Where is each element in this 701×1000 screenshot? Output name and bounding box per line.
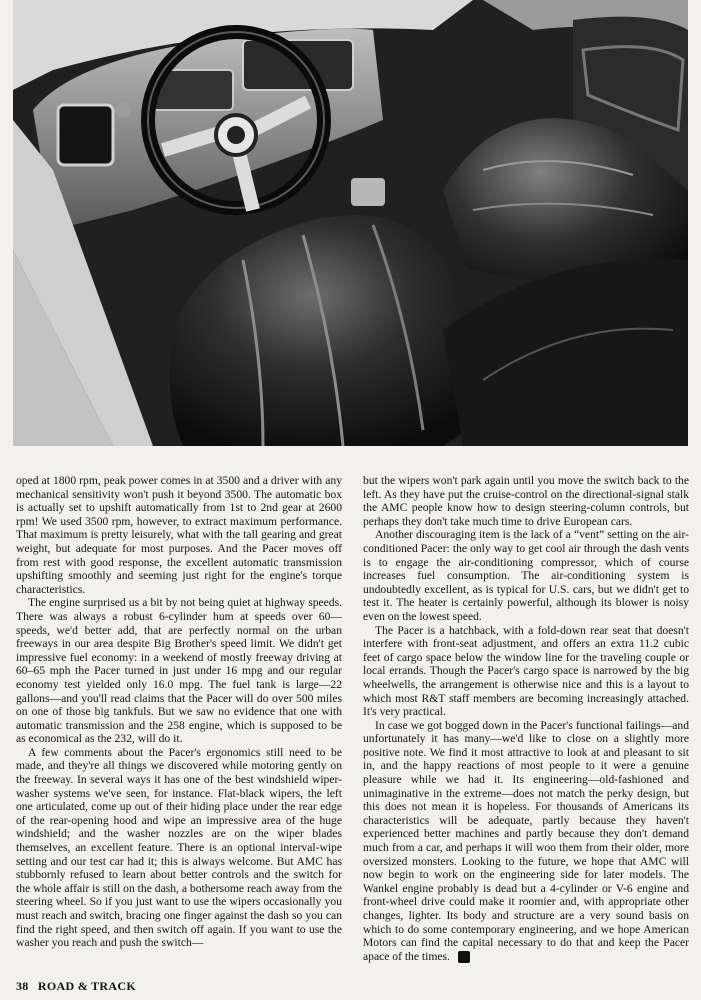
article-paragraph: A few comments about the Pacer's ergonomics still need to be made, and they're all things we discovered while motoring gently on the freeway. In several ways it has one of the best windshield wiper-washer systems we've seen, for instance. Flat-black wipers, the left one articulated, come up out of their hiding place under the rear edge of the rear-opening hood and wipe an impressive area of the huge windshield; and the washer nozzles are on the wiper blades themselves, an excellent feature. There is an optional interval-wipe setting and our test car had it; this is always welcome. But AMC has stubbornly refused to learn about better controls and the switch for the whole affair is still on the dash, a bothersome reach away from the steering wheel. So if you just want to use the wipers occasionally you must reach and switch, bracing one finger against the dash so you can find the right speed, and then switch off again. If you want to use the washer you reach and push the switch—	[16, 745, 342, 950]
page-number: 38	[16, 979, 29, 993]
article-paragraph: The engine surprised us a bit by not being quiet at highway speeds. There was always a robust 6-cylinder hum at speeds over 60— speeds, we'd better add, that are perfectly normal on the urban freeways in our area despite Big Brother's speed limit. We didn't get impressive fuel economy: in a weekend of mostly freeway driving at 60–65 mph the Pacer turned in just under 16 mpg and our regular economy test yielded only 16.0 mpg. The fuel tank is large—22 gallons—and you'll read claims that the Pacer will do over 500 miles on one of those big tankfuls. But we saw no evidence that one with automatic transmission and the 258 engine, which is supposed to be as economical as the 232, will do it.	[16, 596, 342, 746]
article-paragraph: oped at 1800 rpm, peak power comes in at 3500 and a driver with any mechanical sensitivity won't push it beyond 3500. The automatic box is actually set to upshift automatically from 1st to 2nd gear at 2600 rpm! We used 3500 rpm, however, to extract maximum performance. That maximum is pretty leisurely, what with the tall gearing and great weight, but adequate for most purposes. And the Pacer moves off from rest with good response, the excellent automatic transmission upshifting smoothly and seeming just right for the engine's torque characteristics.	[16, 474, 342, 596]
car-interior-illustration	[13, 0, 688, 446]
article-column-right	[363, 474, 689, 963]
interior-photo	[13, 0, 688, 446]
magazine-name: ROAD & TRACK	[37, 979, 136, 993]
article-paragraph: The Pacer is a hatchback, with a fold-down rear seat that doesn't interfere with front-seat adjustment, and offers an extra 11.2 cubic feet of cargo space below the window line for the traveling couple or local errands. Though the Pacer's cargo space is narrowed by the big wheelwells, the arrangement is otherwise nice and this is a layout to which most R&T staff members are becoming increasingly attached. It's very practical.	[363, 623, 689, 719]
article-paragraph-text: In case we got bogged down in the Pacer's functional failings—and unfortunately it has many—we'd like to close on a slightly more positive note. We find it most attractive to look at and pleasant to sit in, and the happy reactions of most people to it were a genuine pleasure while we had it. Its engineering—old-fashioned and unimaginative in the extreme—does not match the perky design, but this does not mean it is hopeless. For thousands of Americans its characteristics will be adequate, partly because they haven't experienced better machines and partly because they don't demand much from a car, and perhaps it will woo them from their older, more oversized monsters. Looking to the future, we hope that AMC will now begin to work on the engineering side for later models. The Wankel engine probably is dead but a 4-cylinder or V-6 engine and front-wheel drive could make it roomier and, with appropriate other changes, lighter. Its body and structure are a very sound basis on which to do some contemporary engineering, and we hope American Motors can find the capital necessary to do that and keep the Pacer apace of the times.	[363, 718, 689, 963]
article-paragraph: Another discouraging item is the lack of a “vent” setting on the air-conditioned Pacer: the only way to get cool air through the dash vents is to engage the air-conditioning compressor, which of course increases fuel consumption. The air-conditioning system is undoubtedly excellent, as is typical for U.S. cars, but we didn't get to test it. The heater is certainly powerful, although its blower is noisy even on the lowest speed.	[363, 528, 689, 623]
article-column-left	[16, 474, 342, 950]
article-paragraph-final	[363, 719, 689, 964]
end-of-article-icon: R	[458, 951, 470, 963]
article-paragraph: but the wipers won't park again until you move the switch back to the left. As they have put the cruise-control on the directional-signal stalk the AMC people know how to design steering-column controls, but perhaps they don't take much time to drive European cars.	[363, 474, 689, 528]
page-footer	[16, 979, 136, 994]
